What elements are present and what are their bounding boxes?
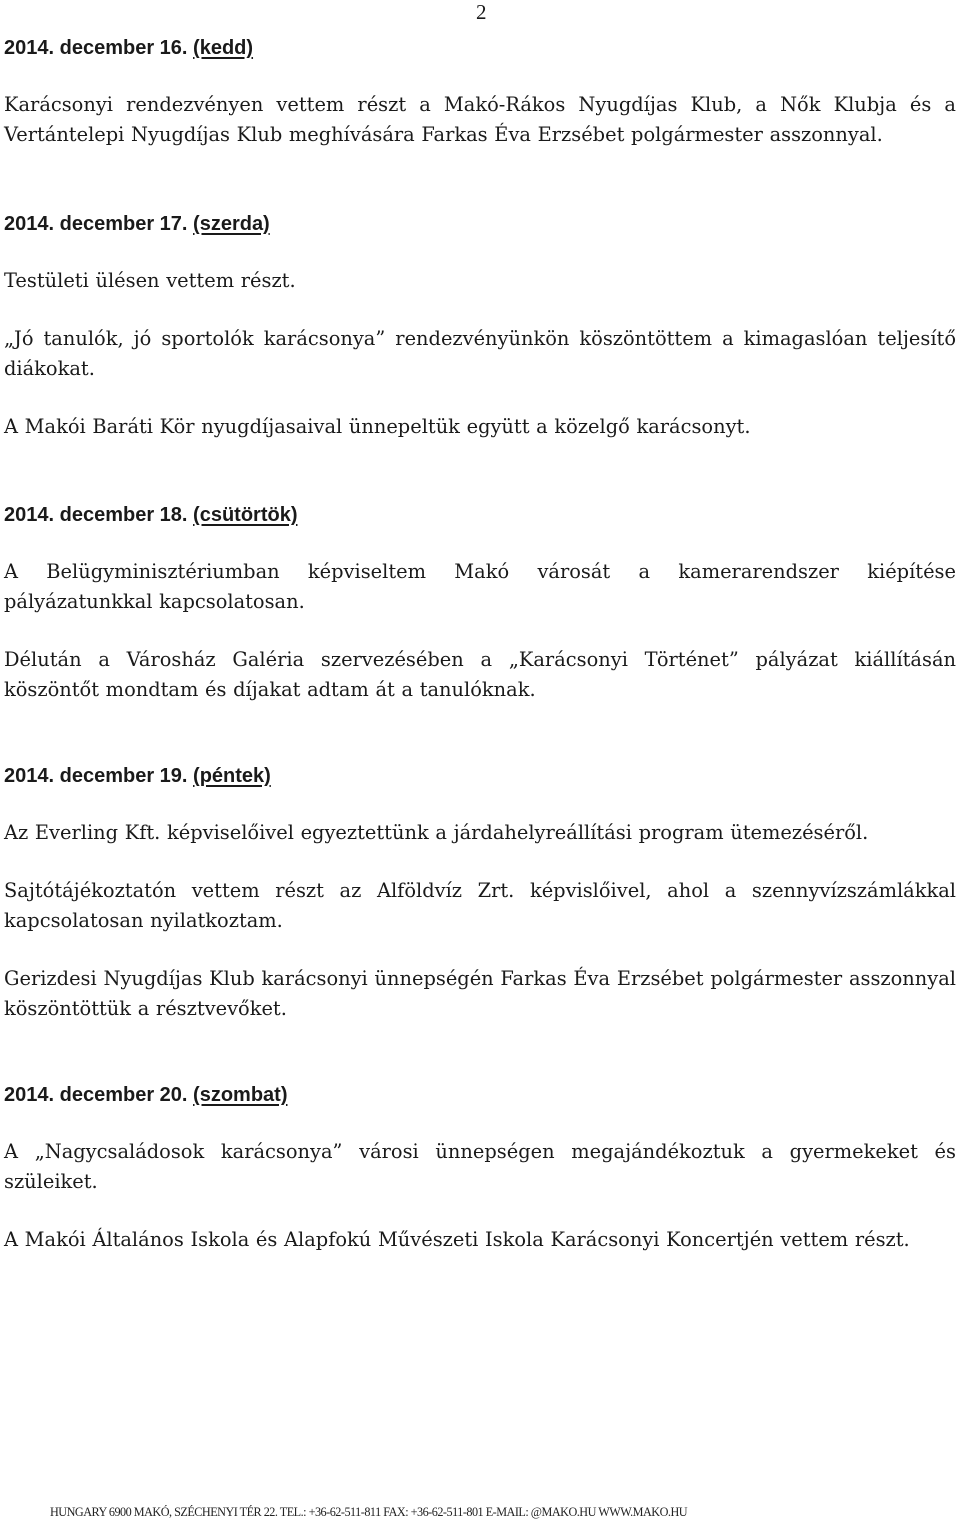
- entry-date-heading: [4, 764, 956, 788]
- entry-paragraph: A Makói Baráti Kör nyugdíjasaival ünnepeltük együtt a közelgő karácsonyt.: [4, 415, 751, 438]
- page-number: 2: [476, 0, 487, 24]
- entry-date: 2014. december 17.: [4, 213, 188, 235]
- entry-paragraph: Délután a Városház Galéria szervezésében a „Karácsonyi Történet” pályázat kiállításán köszöntőt mondtam és díjakat adtam át a tanulóknak.: [4, 648, 956, 701]
- entry-paragraph: Testületi ülésen vettem részt.: [4, 269, 296, 292]
- entry-date: 2014. december 19.: [4, 765, 188, 787]
- entry-date: 2014. december 18.: [4, 504, 188, 526]
- entry-date-heading: [4, 503, 956, 527]
- entry-paragraph: Gerizdesi Nyugdíjas Klub karácsonyi ünnepségén Farkas Éva Erzsébet polgármester asszonnyal köszöntöttük a résztvevőket.: [4, 967, 956, 1020]
- entry-day: (szombat): [193, 1084, 288, 1106]
- entry-date-heading: [4, 212, 956, 236]
- entry-day: (szerda): [193, 213, 270, 235]
- entry-date: 2014. december 20.: [4, 1084, 188, 1106]
- entry-dec-19: [4, 764, 956, 1024]
- entry-date-heading: [4, 36, 956, 60]
- page-footer: HUNGARY 6900 MAKÓ, SZÉCHENYI TÉR 22. TEL.: +36-62-511-811 FAX: +36-62-511-801 E-MAIL: @MAKO.HU WWW.MAKO.HU: [50, 1505, 688, 1519]
- entry-paragraph: „Jó tanulók, jó sportolók karácsonya” rendezvényünkön köszöntöttem a kimagaslóan teljesítő diákokat.: [4, 327, 956, 380]
- entry-date-heading: [4, 1083, 956, 1107]
- entry-paragraph: A Makói Általános Iskola és Alapfokú Művészeti Iskola Karácsonyi Koncertjén vettem részt.: [4, 1228, 910, 1251]
- entry-dec-18: [4, 503, 956, 705]
- entry-date: 2014. december 16.: [4, 37, 188, 59]
- entry-dec-16: [4, 36, 956, 150]
- entry-paragraph: Sajtótájékoztatón vettem részt az Alföldvíz Zrt. képvislőivel, ahol a szennyvízszámlákkal kapcsolatosan nyilatkoztam.: [4, 879, 956, 932]
- entry-day: (csütörtök): [193, 504, 298, 526]
- entry-paragraph: A Belügyminisztériumban képviseltem Makó városát a kamerarendszer kiépítése pályázatunkkal kapcsolatosan.: [4, 560, 956, 613]
- entry-paragraph: A „Nagycsaládosok karácsonya” városi ünnepségen megajándékoztuk a gyermekeket és szüleiket.: [4, 1140, 956, 1193]
- entry-day: (kedd): [193, 37, 254, 59]
- entry-day: (péntek): [193, 765, 271, 787]
- entry-paragraph: Az Everling Kft. képviselőivel egyeztettünk a járdahelyreállítási program ütemezéséről.: [4, 821, 869, 844]
- entry-paragraph: Karácsonyi rendezvényen vettem részt a Makó-Rákos Nyugdíjas Klub, a Nők Klubja és a Vertántelepi Nyugdíjas Klub meghívására Farkas Éva Erzsébet polgármester asszonnyal.: [4, 93, 956, 146]
- entry-dec-17: [4, 212, 956, 442]
- entry-dec-20: [4, 1083, 956, 1255]
